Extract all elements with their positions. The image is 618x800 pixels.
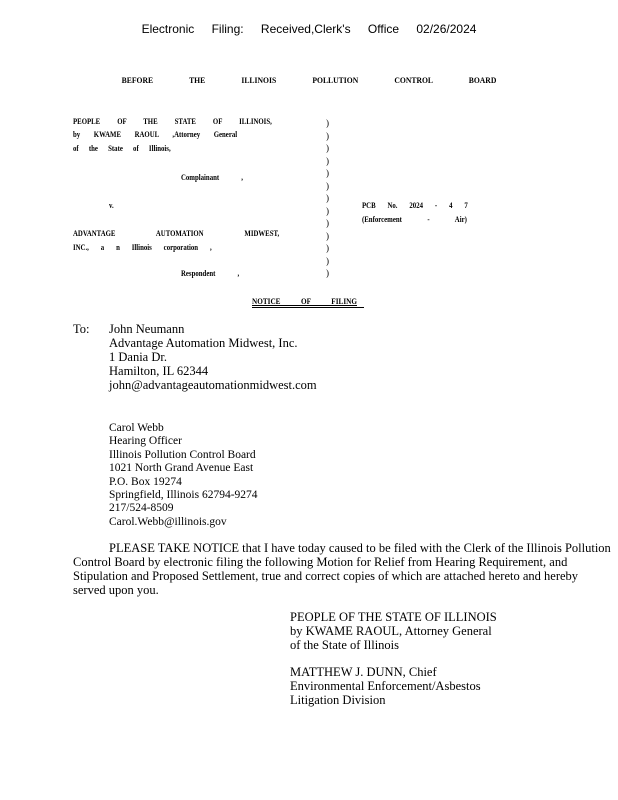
recipient2-city: Springfield, Illinois 62794-9274 <box>109 489 258 502</box>
notice-paragraph <box>73 541 613 597</box>
plaintiff-line-2: by KWAME RAOUL ,Attorney General <box>73 130 238 139</box>
recipient-block-1 <box>109 322 317 392</box>
sig1-line-1: PEOPLE OF THE STATE OF ILLINOIS <box>290 610 497 624</box>
recipient2-pobox: P.O. Box 19274 <box>109 475 182 488</box>
signature-block-1 <box>290 610 497 652</box>
signature-block-2 <box>290 665 481 707</box>
recipient2-agency: Illinois Pollution Control Board <box>109 448 256 461</box>
plaintiff-line-1: PEOPLE OF THE STATE OF ILLINOIS, <box>73 117 272 126</box>
plaintiff-line-3: of the State of Illinois, <box>73 144 171 153</box>
recipient2-street: 1021 North Grand Avenue East <box>109 462 254 475</box>
defendant-line-1: ADVANTAGE AUTOMATION MIDWEST, <box>73 229 280 238</box>
caption-parentheses: ) ) ) ) ) ) ) ) ) ) ) ) ) <box>326 118 329 278</box>
defendant-line-2: INC., a n Illinois corporation , <box>73 243 212 252</box>
notice-of-filing-title: NOTICE OF FILING <box>252 296 357 306</box>
recipient2-title: Hearing Officer <box>109 435 182 448</box>
notice-paragraph-text: PLEASE TAKE NOTICE that I have today caused to be filed with the Clerk of the Illinois Pollution Control Board by electronic filing the following Motion for Relief from Hearing Requirement, and Stipulation and Proposed Settlement, true and correct copies of which are attached hereto and hereby served upon you. <box>73 541 611 597</box>
tribunal-title: BEFORE THE ILLINOIS POLLUTION CONTROL BOARD <box>121 75 497 85</box>
recipient-block-2 <box>109 422 258 529</box>
respondent-label: Respondent , <box>181 269 240 278</box>
filing-stamp-header: Electronic Filing: Received,Clerk's Office 02/26/2024 <box>141 22 477 36</box>
complainant-label: Complainant , <box>181 173 243 182</box>
sig2-line-3: Litigation Division <box>290 693 386 707</box>
recipient1-name: John Neumann <box>109 322 185 336</box>
case-number: PCB No. 2024 - 4 7 <box>362 201 468 210</box>
recipient2-name: Carol Webb <box>109 422 164 434</box>
recipient1-street: 1 Dania Dr. <box>109 350 167 364</box>
recipient2-phone: 217/524-8509 <box>109 502 174 515</box>
notice-underline <box>252 307 364 308</box>
recipient1-email: john@advantageautomationmidwest.com <box>109 378 317 392</box>
sig1-line-3: of the State of Illinois <box>290 638 400 652</box>
case-type: (Enforcement - Air) <box>362 215 467 224</box>
versus-label: v. <box>109 201 114 210</box>
recipient1-city: Hamilton, IL 62344 <box>109 364 209 378</box>
recipient1-company: Advantage Automation Midwest, Inc. <box>109 336 298 350</box>
sig1-line-2: by KWAME RAOUL, Attorney General <box>290 624 492 638</box>
recipient2-email: Carol.Webb@illinois.gov <box>109 515 227 528</box>
sig2-line-1: MATTHEW J. DUNN, Chief <box>290 665 437 679</box>
to-label: To: <box>73 322 90 336</box>
sig2-line-2: Environmental Enforcement/Asbestos <box>290 679 481 693</box>
